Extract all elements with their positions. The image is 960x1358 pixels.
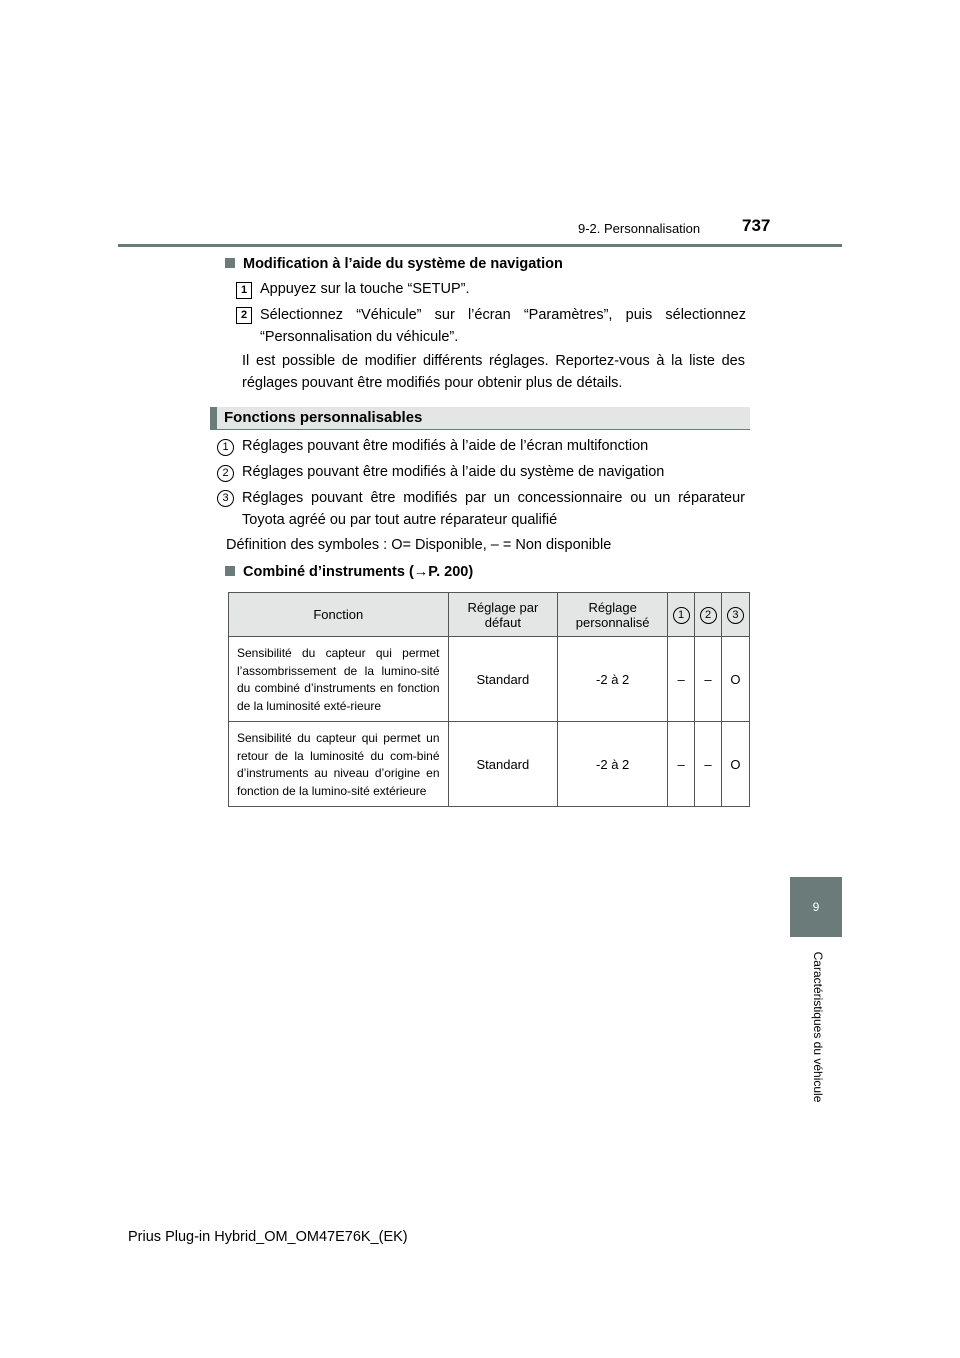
col-header-custom: Réglage personnalisé <box>558 593 668 637</box>
cell-c3: O <box>721 637 749 722</box>
section-header-text: Fonctions personnalisables <box>224 409 423 426</box>
step-text: Sélectionnez “Véhicule” sur l’écran “Paramètres”, puis sélectionnez “Personnalisation du véhicule”. <box>260 307 746 345</box>
settings-table <box>228 592 750 807</box>
nav-note: Il est possible de modifier différents réglages. Reportez-vous à la liste des réglages pouvant être modifiés pour obtenir plus de détails. <box>242 353 745 391</box>
circled-number: 3 <box>217 490 234 507</box>
nav-heading-text: Modification à l’aide du système de navigation <box>243 256 563 272</box>
function-item-1 <box>217 435 747 457</box>
instrument-heading-text: Combiné d’instruments (→P. 200) <box>243 564 474 580</box>
step-text: Appuyez sur la touche “SETUP”. <box>260 281 470 297</box>
chapter-number: 9 <box>812 900 820 914</box>
footer-doc-id: Prius Plug-in Hybrid_OM_OM47E76K_(EK) <box>128 1229 408 1245</box>
cell-fonction: Sensibilité du capteur qui permet l’assombrissement de la lumino-sité du combiné d’instruments en fonction de la luminosité exté-rieure <box>229 637 449 722</box>
circled-number: 2 <box>217 465 234 482</box>
table-header-row <box>229 593 750 637</box>
circled-number: 3 <box>727 607 744 624</box>
cell-c2: – <box>695 637 722 722</box>
function-item-text: Réglages pouvant être modifiés à l’aide de l’écran multifonction <box>242 438 649 454</box>
cell-custom: -2 à 2 <box>558 637 668 722</box>
cell-c2: – <box>695 722 722 807</box>
function-item-text: Réglages pouvant être modifiés par un concessionnaire ou un réparateur Toyota agréé ou par tout autre réparateur qualifié <box>242 490 745 528</box>
circled-number: 2 <box>700 607 717 624</box>
col-header-1 <box>668 593 695 637</box>
col-header-default: Réglage par défaut <box>448 593 558 637</box>
step-1 <box>236 278 746 300</box>
circled-number: 1 <box>217 439 234 456</box>
symbols-definition: Définition des symboles : O= Disponible, – = Non disponible <box>226 537 612 553</box>
cell-fonction: Sensibilité du capteur qui permet un retour de la luminosité du com-biné d’instruments au niveau d’origine en fonction de la lumino-sité extérieure <box>229 722 449 807</box>
square-bullet-icon <box>225 258 235 268</box>
circled-number: 1 <box>673 607 690 624</box>
col-header-3 <box>721 593 749 637</box>
table-row <box>229 637 750 722</box>
col-header-fonction: Fonction <box>229 593 449 637</box>
section-header <box>210 407 750 430</box>
page-number: 737 <box>742 216 771 235</box>
step-number-badge: 1 <box>236 282 252 299</box>
cell-c3: O <box>721 722 749 807</box>
cell-default: Standard <box>448 722 558 807</box>
section-title: 9-2. Personnalisation <box>578 221 701 236</box>
chapter-tab[interactable] <box>790 877 842 937</box>
section-header-bar <box>210 407 217 429</box>
square-bullet-icon <box>225 566 235 576</box>
chapter-label <box>808 944 828 1109</box>
table-row <box>229 722 750 807</box>
cell-custom: -2 à 2 <box>558 722 668 807</box>
col-header-2 <box>695 593 722 637</box>
function-item-text: Réglages pouvant être modifiés à l’aide du système de navigation <box>242 464 665 480</box>
step-number-badge: 2 <box>236 307 252 324</box>
instrument-heading <box>225 561 473 583</box>
cell-default: Standard <box>448 637 558 722</box>
chapter-label-text: Caractéristiques du véhicule <box>811 951 825 1102</box>
cell-c1: – <box>668 722 695 807</box>
header-rule <box>118 244 842 247</box>
cell-c1: – <box>668 637 695 722</box>
function-item-3 <box>217 487 747 531</box>
nav-heading <box>225 253 563 275</box>
function-item-2 <box>217 461 747 483</box>
step-2 <box>236 304 746 348</box>
